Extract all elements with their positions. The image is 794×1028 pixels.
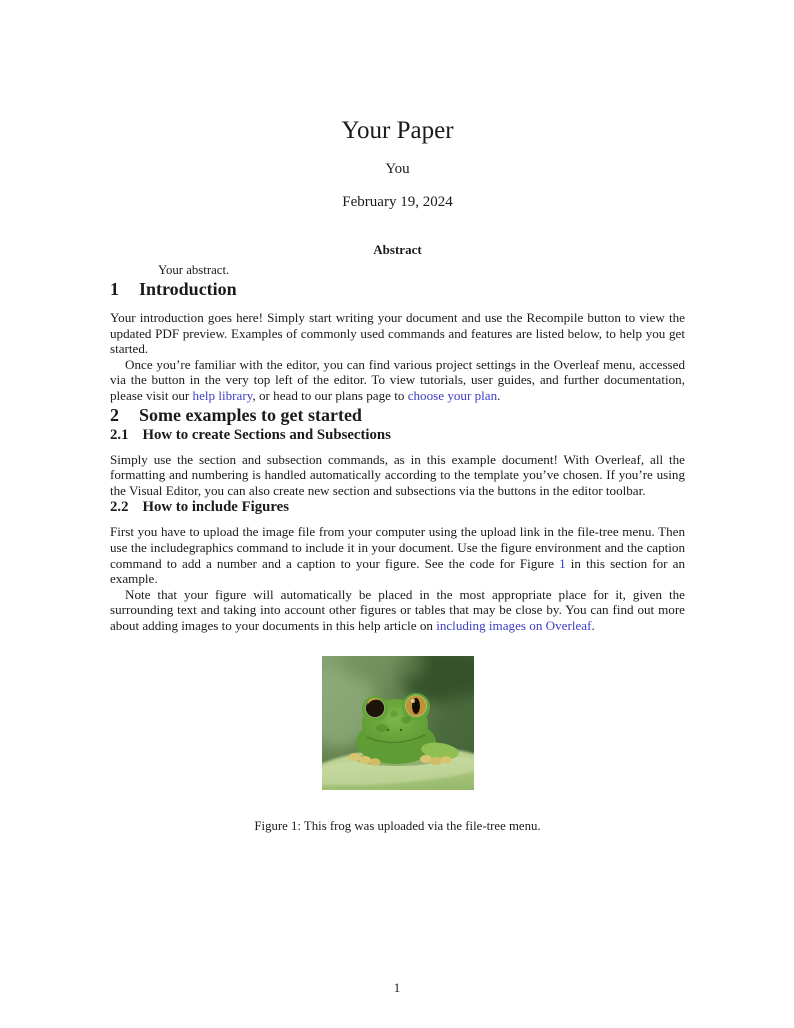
section-1-number: 1 (110, 279, 119, 299)
paper-title: Your Paper (341, 117, 454, 144)
intro-paragraph-2 (110, 357, 685, 404)
subsection-2-1-number: 2.1 (110, 426, 129, 443)
frog-image (322, 656, 474, 790)
figures-p1-text-post: in this section for an example. (110, 555, 685, 587)
sections-paragraph: Simply use the section and subsection commands, as in this example document! With Overleaf, all the formatting and numbering is handled automatically according to the template you’ve chosen. If you’re using the Visual Editor, you can also create new section and subsections via the buttons in the editor toolbar. (110, 451, 685, 498)
figures-p1-text-pre: First you have to upload the image file from your computer using the upload link in the file-tree menu. Then use the includegraphics command to include it in your document. Use the figure environment and the caption command to add a number and a caption to your figure. See the code for Figure (110, 524, 685, 571)
subsection-2-2-title: How to include Figures (142, 499, 289, 516)
figures-paragraph-1 (110, 524, 685, 586)
intro-p2-text-pre: Once you’re familiar with the editor, you can find various project settings in the Overleaf menu, accessed via the button in the very top left of the editor. To view tutorials, user guides, and further documentation, please visit our (110, 356, 685, 403)
section-2-heading (110, 404, 685, 426)
figures-paragraph-2 (110, 587, 685, 634)
intro-p2-text-mid: , or head to our plans page to (252, 387, 408, 403)
choose-your-plan-link[interactable]: choose your plan (407, 387, 498, 403)
figure-caption: Figure 1: This frog was uploaded via the file-tree menu. (254, 818, 541, 833)
section-2-title: Some examples to get started (139, 404, 362, 425)
paper-author: You (385, 161, 410, 177)
including-images-link[interactable]: including images on Overleaf (436, 617, 592, 633)
section-1-heading (110, 278, 685, 300)
figure-1-ref-link[interactable]: 1 (559, 555, 566, 571)
title-block (110, 0, 685, 211)
intro-paragraph-1: Your introduction goes here! Simply start writing your document and use the Recompile button to view the updated PDF preview. Examples of commonly used commands and features are listed below, to help you get started. (110, 310, 685, 357)
figures-p2-text-pre: Note that your figure will automatically be placed in the most appropriate place for it, given the surrounding text and taking into account other figures or tables that may be close by. You can find out more about adding images to your documents in this help article on (110, 586, 685, 633)
section-1-title: Introduction (139, 279, 237, 299)
figure-1 (110, 656, 685, 834)
help-library-link[interactable]: help library (192, 387, 253, 403)
subsection-2-2-number: 2.2 (110, 499, 129, 516)
figures-p2-text-post: . (591, 617, 595, 633)
paper-date: February 19, 2024 (342, 194, 453, 210)
subsection-2-2-heading (110, 498, 685, 516)
abstract-section (110, 242, 685, 278)
page-number: 1 (393, 980, 401, 995)
abstract-text: Your abstract. (158, 263, 230, 277)
intro-p2-text-post: . (497, 387, 501, 403)
subsection-2-1-title: How to create Sections and Subsections (142, 426, 391, 443)
abstract-heading: Abstract (373, 242, 422, 257)
subsection-2-1-heading (110, 426, 685, 444)
section-2-number: 2 (110, 404, 119, 425)
